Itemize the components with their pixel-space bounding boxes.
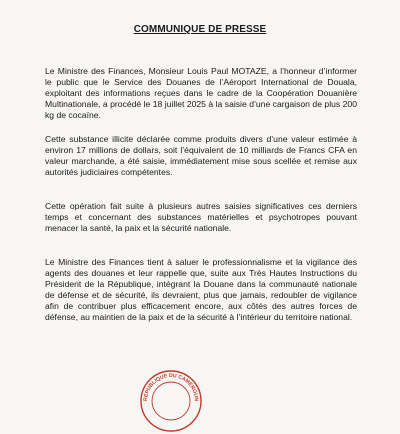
official-stamp (138, 368, 208, 408)
paragraph-2: Cette substance illicite déclarée comme produits divers d’une valeur estimée à environ 17 millions de dollars, soit l’équivalent de 10 milliards de Francs CFA en valeur marchande, a été saisie, immédiatement mise sous scellée et remise aux autorités judiciaires compétentes. (45, 134, 357, 177)
page-title (0, 24, 400, 35)
title-text: COMMUNIQUE DE PRESSE (133, 24, 267, 35)
seal-icon (138, 368, 204, 434)
paragraph-3: Cette opération fait suite à plusieurs autres saisies significatives ces derniers temps et concernant des substances matérielles et psychotropes pouvant menacer la santé, la paix et la sécurité nationale. (45, 201, 357, 233)
paragraph-4: Le Ministre des Finances tient à saluer le professionnalisme et la vigilance des agents des douanes et leur rappelle que, suite aux Très Hautes Instructions du Président de la République, intégrant la Douane dans la communauté nationale de défense et de sécurité, ils devraient, plus que jamais, redoubler de vigilance afin de contribuer plus efficacement encore, aux côtés des autres forces de défense, au maintien de la paix et de la sécurité à l’intérieur du territoire national. (45, 257, 357, 322)
seal-text: REPUBLIQUE DU CAMEROUN (142, 372, 200, 402)
paragraph-1: Le Ministre des Finances, Monsieur Louis Paul MOTAZE, a l’honneur d’informer le public que le Service des Douanes de l’Aéroport International de Douala, exploitant des informations reçues dans le cadre de la Coopération Douanière Multinationale, a procédé le 18 juillet 2025 à la saisie d’une cargaison de plus 200 kg de cocaïne. (45, 66, 357, 120)
seal-inner-ring (152, 382, 190, 420)
seal-outer-ring (141, 371, 201, 431)
